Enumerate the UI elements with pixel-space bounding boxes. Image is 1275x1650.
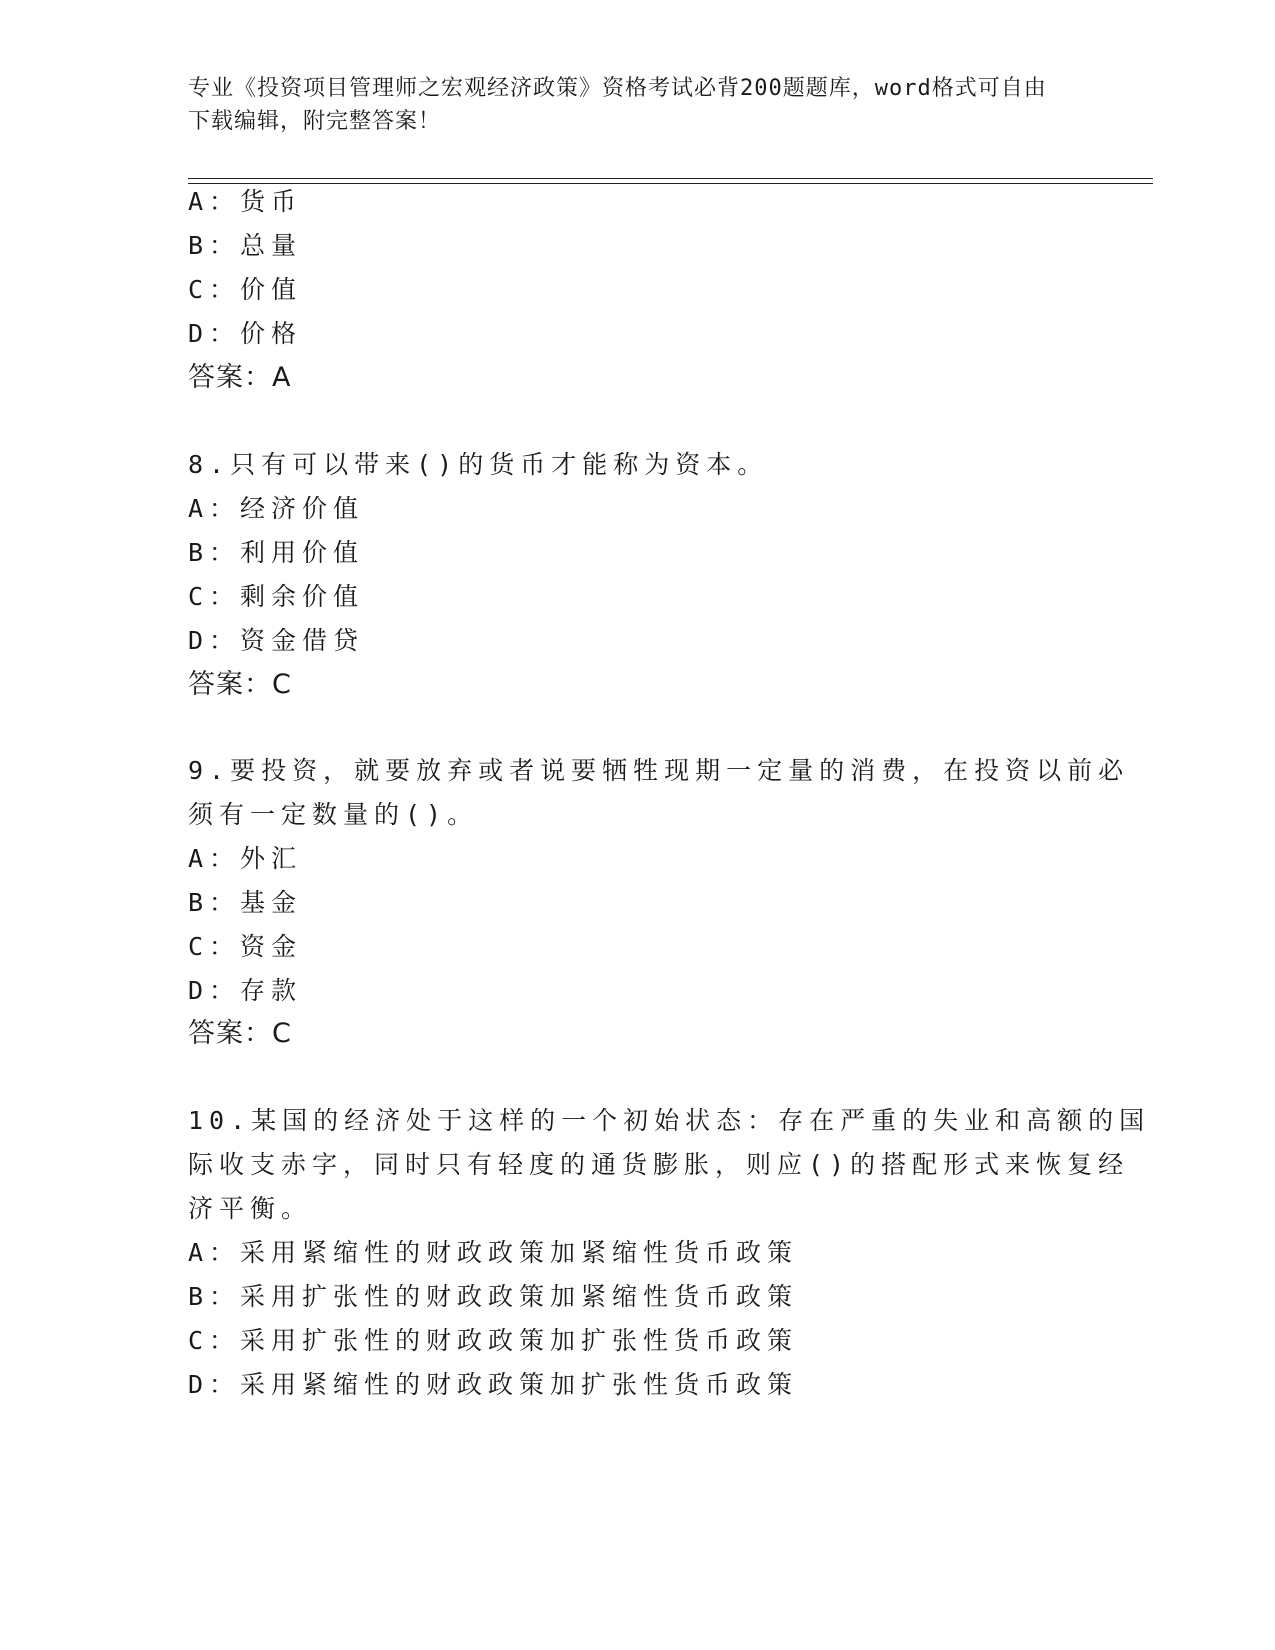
q8-option-a: A：经济价值	[188, 494, 365, 523]
q10-option-b: B：采用扩张性的财政政策加紧缩性货币政策	[188, 1282, 799, 1311]
q7-option-a: A：货币	[188, 187, 303, 216]
q7-option-d: D：价格	[188, 319, 303, 348]
q10-stem-line-2: 际收支赤字，同时只有轻度的通货膨胀，则应()的搭配形式来恢复经	[188, 1150, 1130, 1179]
header-divider	[188, 178, 1153, 184]
q9-stem-line-1: 9.要投资，就要放弃或者说要牺牲现期一定量的消费，在投资以前必	[188, 756, 1130, 785]
q10-stem-line-3: 济平衡。	[188, 1194, 313, 1223]
q8-stem: 8.只有可以带来()的货币才能称为资本。	[188, 450, 769, 479]
q10-option-d: D：采用紧缩性的财政政策加扩张性货币政策	[188, 1370, 799, 1399]
q8-option-d: D：资金借贷	[188, 626, 365, 655]
q8-option-b: B：利用价值	[188, 538, 365, 567]
q7-option-b: B：总量	[188, 231, 303, 260]
q9-option-c: C：资金	[188, 932, 303, 961]
q10-stem-line-1: 10.某国的经济处于这样的一个初始状态：存在严重的失业和高额的国	[188, 1106, 1151, 1135]
q9-option-d: D：存款	[188, 976, 303, 1005]
q8-option-c: C：剩余价值	[188, 582, 365, 611]
q7-option-c: C：价值	[188, 275, 303, 304]
q9-option-a: A：外汇	[188, 844, 303, 873]
q10-option-a: A：采用紧缩性的财政政策加紧缩性货币政策	[188, 1238, 799, 1267]
q9-option-b: B：基金	[188, 888, 303, 917]
q10-option-c: C：采用扩张性的财政政策加扩张性货币政策	[188, 1326, 799, 1355]
document-header: 专业《投资项目管理师之宏观经济政策》资格考试必背200题题库，word格式可自由下载编辑，附完整答案！	[188, 76, 1047, 134]
q9-stem-line-2: 须有一定数量的()。	[188, 800, 479, 829]
q9-answer: 答案：C	[188, 1018, 292, 1049]
q8-answer: 答案：C	[188, 669, 292, 700]
q7-answer: 答案：A	[188, 362, 292, 393]
